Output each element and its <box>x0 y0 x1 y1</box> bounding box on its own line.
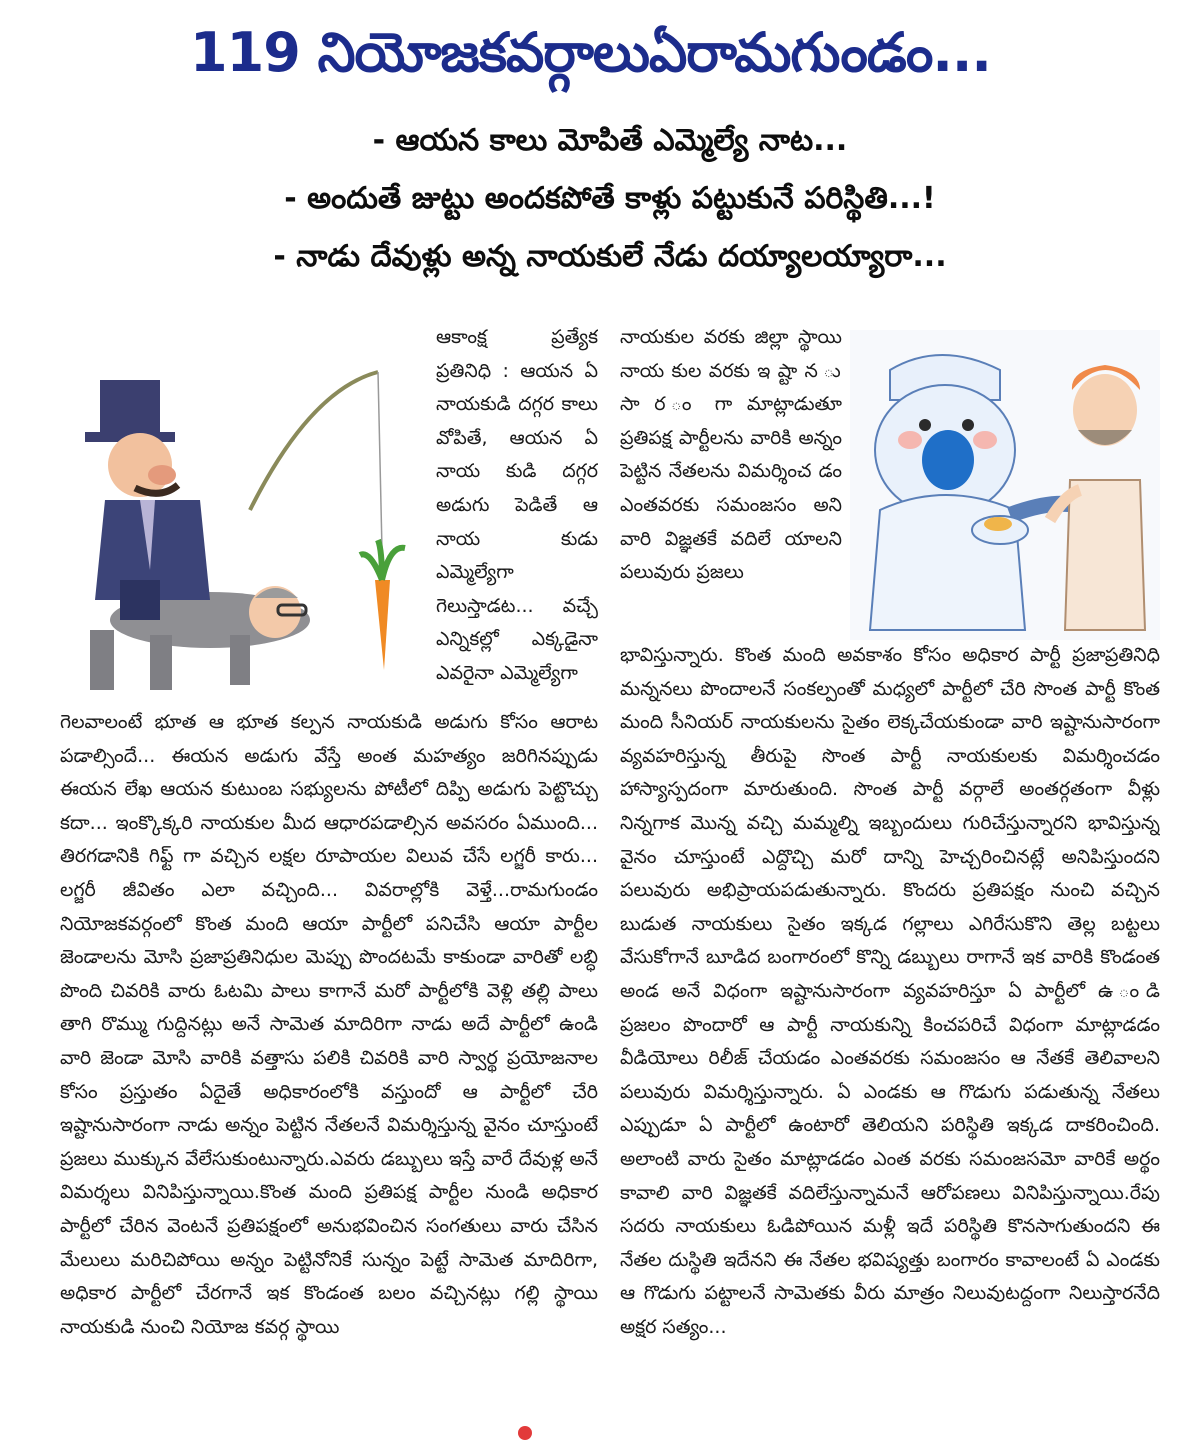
cartoon-rider-illustration <box>60 350 430 700</box>
article-column-1: గెలవాలంటే భూత ఆ భూత కల్పన నాయకుడి అడుగు కోసం ఆరాట పడాల్సిందే... ఈయన అడుగు వేస్తే అంత మహత్యం జరిగినప్పుడు ఈయన లేఖ ఆయన కుటుంబ సభ్యులను పోటీలో దిప్పి అడుగు పెట్టొచ్చు కదా... ఇంక్కొక్కరి నాయకుల మీద ఆధారపడాల్సిన అవసరం ఏముంది... తిరగడానికి గిఫ్ట్ గా వచ్చిన లక్షల రూపాయల విలువ చేసే లగ్జరీ కారు... లగ్జరీ జీవితం ఎలా వచ్చింది... వివరాల్లోకి వెళ్తే...రామగుండం నియోజకవర్గంలో కొంత మంది ఆయా పార్టీలో పనిచేసి ఆయా పార్టీల జెండాలను మోసి ప్రజాప్రతినిధుల మెప్పు పొందటమే కాకుండా వారితో లబ్ధి పొంది చివరికి వారు ఓటమి పాలు కాగానే మరో పార్టీలోకి వెళ్లి తల్లి పాలు తాగి రొమ్ము గుద్దినట్లు అనే సామెత మాదిరిగా నాడు అదే పార్టీలో ఉండి వారి జెండా మోసి వారికి వత్తాసు పలికి చివరికి వారి స్వార్థ ప్రయోజనాల కోసం ప్రస్తుతం ఏదైతే అధికారంలోకి వస్తుందో ఆ పార్టీలో చేరి ఇష్టానుసారంగా నాడు అన్నం పెట్టిన నేతలనే విమర్శిస్తున్న వైనం చూస్తుంటే ప్రజలు ముక్కున వేలేసుకుంటున్నారు.ఎవరు డబ్బులు ఇస్తే వారే దేవుళ్ల అనే విమర్శలు వినిపిస్తున్నాయి.కొంత మంది ప్రతిపక్ష పార్టీల నుండి అధికార పార్టీలో చేరిన వెంటనే ప్రతిపక్షంలో అనుభవించిన సంగతులు వారు చేసిన మేలులు మరిచిపోయి అన్నం పెట్టినోనికే సున్నం పెట్టే సామెత మాదిరిగా, అధికార పార్టీలో చేరగానే ఇక కొండంత బలం వచ్చినట్లు గల్లి స్థాయి నాయకుడి నుంచి నియోజ కవర్గ స్థాయి <box>60 711 598 1338</box>
headline: 119 నియోజకవర్గాలుఏరామగుండం... <box>190 21 991 84</box>
cartoon-politician-illustration <box>850 330 1160 640</box>
article-column-2-top: నాయకుల వరకు జిల్లా స్థాయి నాయ కుల వరకు ఇ ష్టా న ు సా ర ం గా మాట్లాడుతూ ప్రతిపక్ష పార్టీలను వారికి అన్నం పెట్టిన నేతలను విమర్శించ డం ఎంతవరకు సమంజసం అని వారి విజ్ఞతకే వదిలే యాలని పలువురు ప్రజలు <box>620 326 842 584</box>
decorative-dot <box>518 1426 532 1440</box>
subheadings <box>80 112 1140 286</box>
article-column-2: భావిస్తున్నారు. కొంత మంది అవకాశం కోసం అధికార పార్టీ ప్రజాప్రతినిధి మన్ననలు పొందాలనే సంకల్పంతో మధ్యలో పార్టీలో చేరి సొంత పార్టీ కొంత మంది సీనియర్ నాయకులను సైతం లెక్కచేయకుండా వారి ఇష్టానుసారంగా వ్యవహరిస్తున్న తీరుపై సొంత పార్టీ నాయకులకు విమర్శించడం హాస్యాస్పదంగా మారుతుంది. సొంత పార్టీ వర్గాలే అంతర్గతంగా వీళ్లు నిన్నగాక మొన్న వచ్చి మమ్మల్ని ఇబ్బందులు గురిచేస్తున్నారని భావిస్తున్న వైనం చూస్తుంటే ఎద్దొచ్చి మరో దాన్ని హెచ్చరించినట్లే అనిపిస్తుందని పలువురు అభిప్రాయపడుతున్నారు. కొందరు ప్రతిపక్షం నుంచి వచ్చిన బుడుత నాయకులు సైతం ఇక్కడ గల్లాలు ఎగిరేసుకొని తెల్ల బట్టలు వేసుకోగానే బూడిద బంగారంలో కొన్ని డబ్బులు రాగానే ఇక వారికి కొండంత అండ అనే విధంగా ఇష్టానుసారంగా వ్యవహరిస్తూ ఏ పార్టీలో ఉ ండి ప్రజలం పొందారో ఆ పార్టీ నాయకున్ని కించపరిచే విధంగా మాట్లాడడం వీడియోలు రిలీజ్ చేయడం ఎంతవరకు సమంజసం ఆ నేతకే తెలివాలని పలువురు విమర్శిస్తున్నారు. ఏ ఎండకు ఆ గొడుగు పడుతున్న నేతలు ఎప్పుడూ ఏ పార్టీలో ఉంటారో తెలియని పరిస్థితి ఇక్కడ దాకరించింది. అలాంటి వారు సైతం మాట్లాడడం ఎంత వరకు సమంజసమో వారికే అర్థం కావాలి వారి విజ్ఞతకే వదిలేస్తున్నామనే ఆరోపణలు వినిపిస్తున్నాయి.రేపు సదరు నాయకులు ఓడిపోయిన మళ్లీ ఇదే పరిస్థితి కొనసాగుతుందని ఈ నేతల దుస్థితి ఇదేనని ఈ నేతల భవిష్యత్తు బంగారం కావాలంటే ఏ ఎండకు ఆ గొడుగు పట్టాలనే సామెతకు వీరు మాత్రం నిలువుటద్దంగా నిలుస్తారనేది అక్షర సత్యం... <box>620 644 1160 1338</box>
article-column-1-top: ఆకాంక్ష ప్రత్యేక ప్రతినిధి : ఆయన ఏ నాయకుడి దగ్గర కాలు వోపితే, ఆయన ఏ నాయ కుడి దగ్గర అడుగు పెడితే ఆ నాయ కుడు ఎమ్మెల్యేగా గెలుస్తాడట... వచ్చే ఎన్నికల్లో ఎక్కడైనా ఎవరైనా ఎమ్మెల్యేగా <box>436 326 598 684</box>
subheading-1: - ఆయన కాలు మోపితే ఎమ్మెల్యే నాట... <box>372 123 848 158</box>
subheading-2: - అందుతే జుట్టు అందకపోతే కాళ్లు పట్టుకునే పరిస్థితి...! <box>284 181 936 216</box>
subheading-3: - నాడు దేవుళ్లు అన్న నాయకులే నేడు దయ్యాలయ్యారా... <box>273 239 947 274</box>
